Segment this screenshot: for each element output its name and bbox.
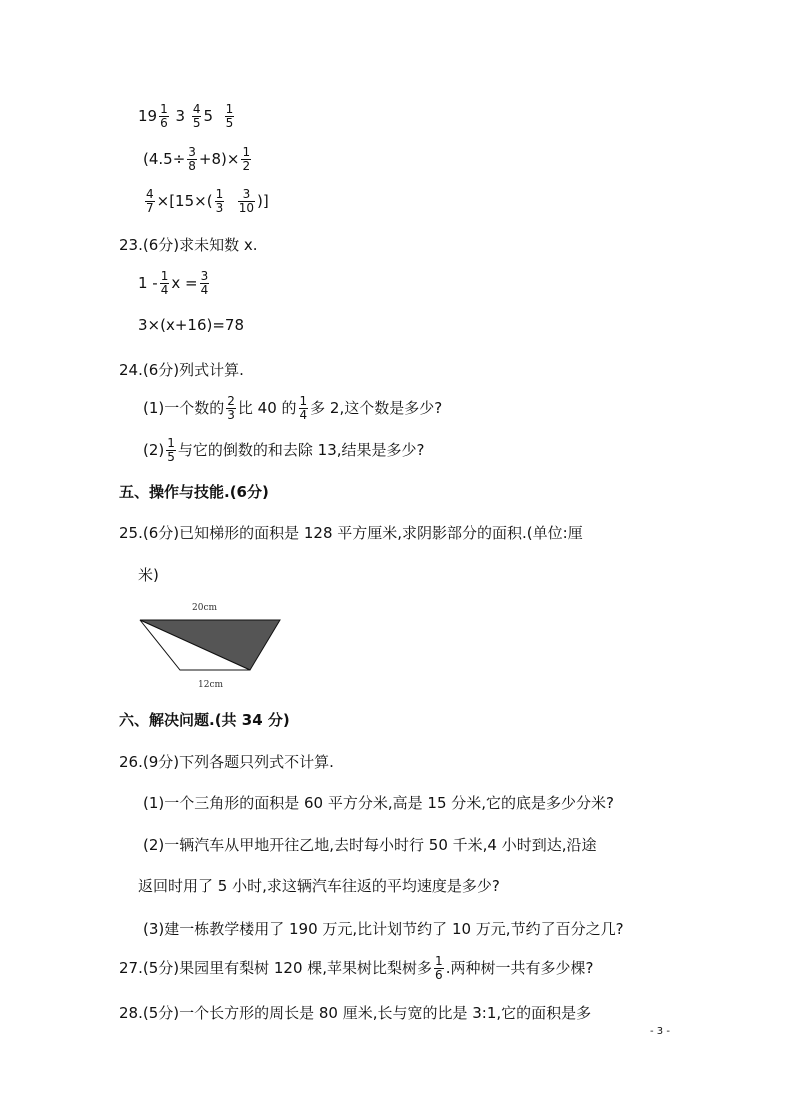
fraction: $\frac{1}{5}$ xyxy=(167,436,175,464)
q25-text-line-1: 25.(6分)已知梯形的面积是 128 平方厘米,求阴影部分的面积.(单位:厘 xyxy=(119,524,583,542)
fraction: $\frac{4}{7}$ xyxy=(146,187,154,215)
q22-expr-2: (4.5÷ $\frac{3}{8}$ +8)× $\frac{1}{2}$ xyxy=(143,145,251,173)
q22-expr-1: 19 $\frac{1}{6}$ 3 $\frac{4}{5}$ 5 $\frac{1}{5}$ xyxy=(138,102,234,130)
q26-title: 26.(9分)下列各题只列式不计算. xyxy=(119,753,334,771)
q25-text-line-2: 米) xyxy=(138,566,159,584)
fraction: $\frac{1}{6}$ xyxy=(160,102,168,130)
fraction: $\frac{1}{4}$ xyxy=(160,269,169,297)
section-5-heading: 五、操作与技能.(6分) xyxy=(119,483,269,501)
fraction: $\frac{1}{2}$ xyxy=(242,145,251,173)
q27: 27.(5分)果园里有梨树 120 棵,苹果树比梨树多 $\frac{1}{6}$ .两种树一共有多少棵? xyxy=(119,954,594,982)
q28: 28.(5分)一个长方形的周长是 80 厘米,长与宽的比是 3:1,它的面积是多 xyxy=(119,1004,592,1022)
q26-part-3: (3)建一栋教学楼用了 190 万元,比计划节约了 10 万元,节约了百分之几? xyxy=(143,920,624,938)
q23-title: 23.(6分)求未知数 x. xyxy=(119,236,258,254)
q26-part-1: (1)一个三角形的面积是 60 平方分米,高是 15 分米,它的底是多少分米? xyxy=(143,794,614,812)
page-number: - 3 - xyxy=(650,1026,670,1037)
fraction: $\frac{3}{4}$ xyxy=(200,269,209,297)
fraction: $\frac{4}{5}$ xyxy=(192,102,201,130)
fraction: $\frac{3}{10}$ xyxy=(238,187,255,215)
q24-part-1: (1)一个数的 $\frac{2}{3}$ 比 40 的 $\frac{1}{4}$ 多 2,这个数是多少? xyxy=(143,394,443,422)
top-base-label: 20cm xyxy=(192,603,218,613)
fraction: $\frac{1}{3}$ xyxy=(215,187,224,215)
bottom-base-label: 12cm xyxy=(198,680,224,690)
trapezoid-figure xyxy=(130,598,290,693)
fraction: $\frac{2}{3}$ xyxy=(227,394,235,422)
fraction: $\frac{3}{8}$ xyxy=(188,145,196,173)
fraction: $\frac{1}{6}$ xyxy=(435,954,443,982)
q24-title: 24.(6分)列式计算. xyxy=(119,361,244,379)
q26-part-2-line-1: (2)一辆汽车从甲地开往乙地,去时每小时行 50 千米,4 小时到达,沿途 xyxy=(143,836,597,854)
q23-equation-1: 1 - $\frac{1}{4}$ x = $\frac{3}{4}$ xyxy=(138,269,209,297)
q26-part-2-line-2: 返回时用了 5 小时,求这辆汽车往返的平均速度是多少? xyxy=(138,877,500,895)
fraction: $\frac{1}{5}$ xyxy=(225,102,234,130)
q23-equation-2: 3×(x+16)=78 xyxy=(138,316,245,334)
q24-part-2: (2) $\frac{1}{5}$ 与它的倒数的和去除 13,结果是多少? xyxy=(143,436,425,464)
section-6-heading: 六、解决问题.(共 34 分) xyxy=(119,711,290,729)
fraction: $\frac{1}{4}$ xyxy=(299,394,308,422)
q22-expr-3: $\frac{4}{7}$ ×[15×( $\frac{1}{3}$ $\frac{3}{10}$ )] xyxy=(146,187,269,215)
